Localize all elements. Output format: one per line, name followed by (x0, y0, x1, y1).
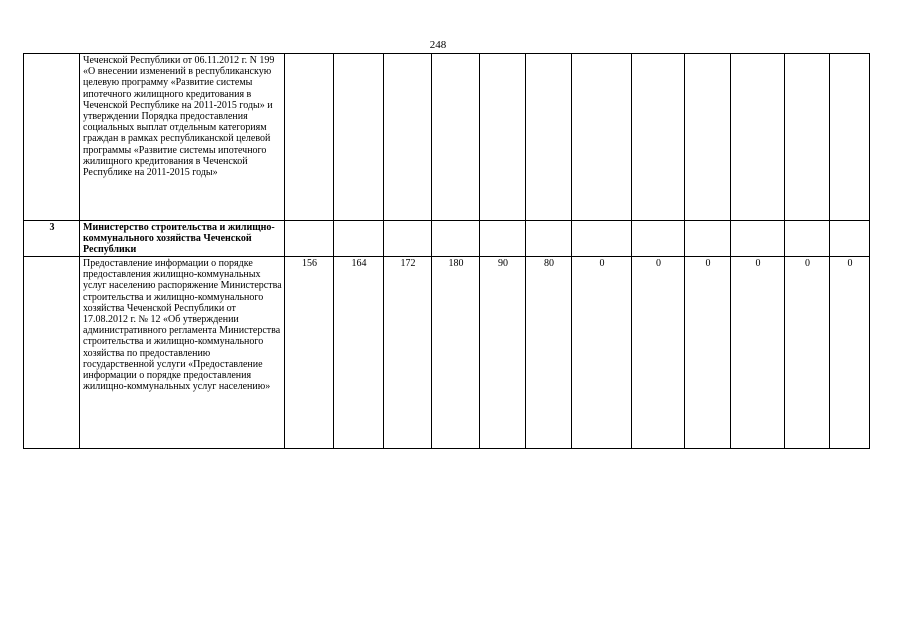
value-cell (384, 221, 432, 257)
value-cell: 164 (334, 257, 384, 449)
value-cell (480, 221, 526, 257)
value-cell (685, 221, 731, 257)
table-row (24, 257, 870, 449)
row-number: 3 (24, 221, 80, 257)
value-cell (480, 54, 526, 221)
value-cell (285, 221, 334, 257)
value-cell (572, 221, 632, 257)
row-description: Министерство строительства и жилищно-коммунального хозяйства Чеченской Республики (80, 221, 285, 257)
value-cell (731, 54, 785, 221)
value-cell (432, 54, 480, 221)
value-cell: 0 (685, 257, 731, 449)
value-cell (526, 54, 572, 221)
value-cell: 0 (572, 257, 632, 449)
value-cell (731, 221, 785, 257)
table-row (24, 54, 870, 221)
page-number: 248 (429, 39, 447, 51)
value-cell (526, 221, 572, 257)
value-cell (685, 54, 731, 221)
value-cell: 80 (526, 257, 572, 449)
value-cell: 0 (632, 257, 685, 449)
value-cell (432, 221, 480, 257)
value-cell: 172 (384, 257, 432, 449)
value-cell (632, 54, 685, 221)
value-cell (830, 54, 870, 221)
data-table (23, 53, 870, 449)
value-cell (785, 221, 830, 257)
value-cell (334, 54, 384, 221)
value-cell: 0 (785, 257, 830, 449)
row-description: Предоставление информации о порядке предоставления жилищно-коммунальных услуг населению распоряжение Министерства строительства и жилищно-коммунального хозяйства Чеченской Республики от 17.08.2012 г. № 12 «Об утверждении административного регламента Министерства строительства и жилищно-коммунального хозяйства по предоставлению государственной услуги «Предоставление информации о порядке предоставления жилищно-коммунальных услуг населению» (80, 257, 285, 449)
value-cell (285, 54, 334, 221)
row-number (24, 54, 80, 221)
table-row (24, 221, 870, 257)
row-description: Чеченской Республики от 06.11.2012 г. N 199 «О внесении изменений в республиканскую целевую программу «Развитие системы ипотечного жилищного кредитования в Чеченской Республике на 2011-2015 годы» и утверждении Порядка предоставления социальных выплат отдельным категориям граждан в рамках республиканской целевой программы «Развитие системы ипотечного жилищного кредитования в Чеченской Республике на 2011-2015 годы» (80, 54, 285, 221)
value-cell: 156 (285, 257, 334, 449)
value-cell (830, 221, 870, 257)
value-cell: 0 (830, 257, 870, 449)
value-cell: 0 (731, 257, 785, 449)
row-number (24, 257, 80, 449)
value-cell (334, 221, 384, 257)
value-cell (785, 54, 830, 221)
value-cell (632, 221, 685, 257)
value-cell (384, 54, 432, 221)
value-cell: 90 (480, 257, 526, 449)
value-cell: 180 (432, 257, 480, 449)
value-cell (572, 54, 632, 221)
